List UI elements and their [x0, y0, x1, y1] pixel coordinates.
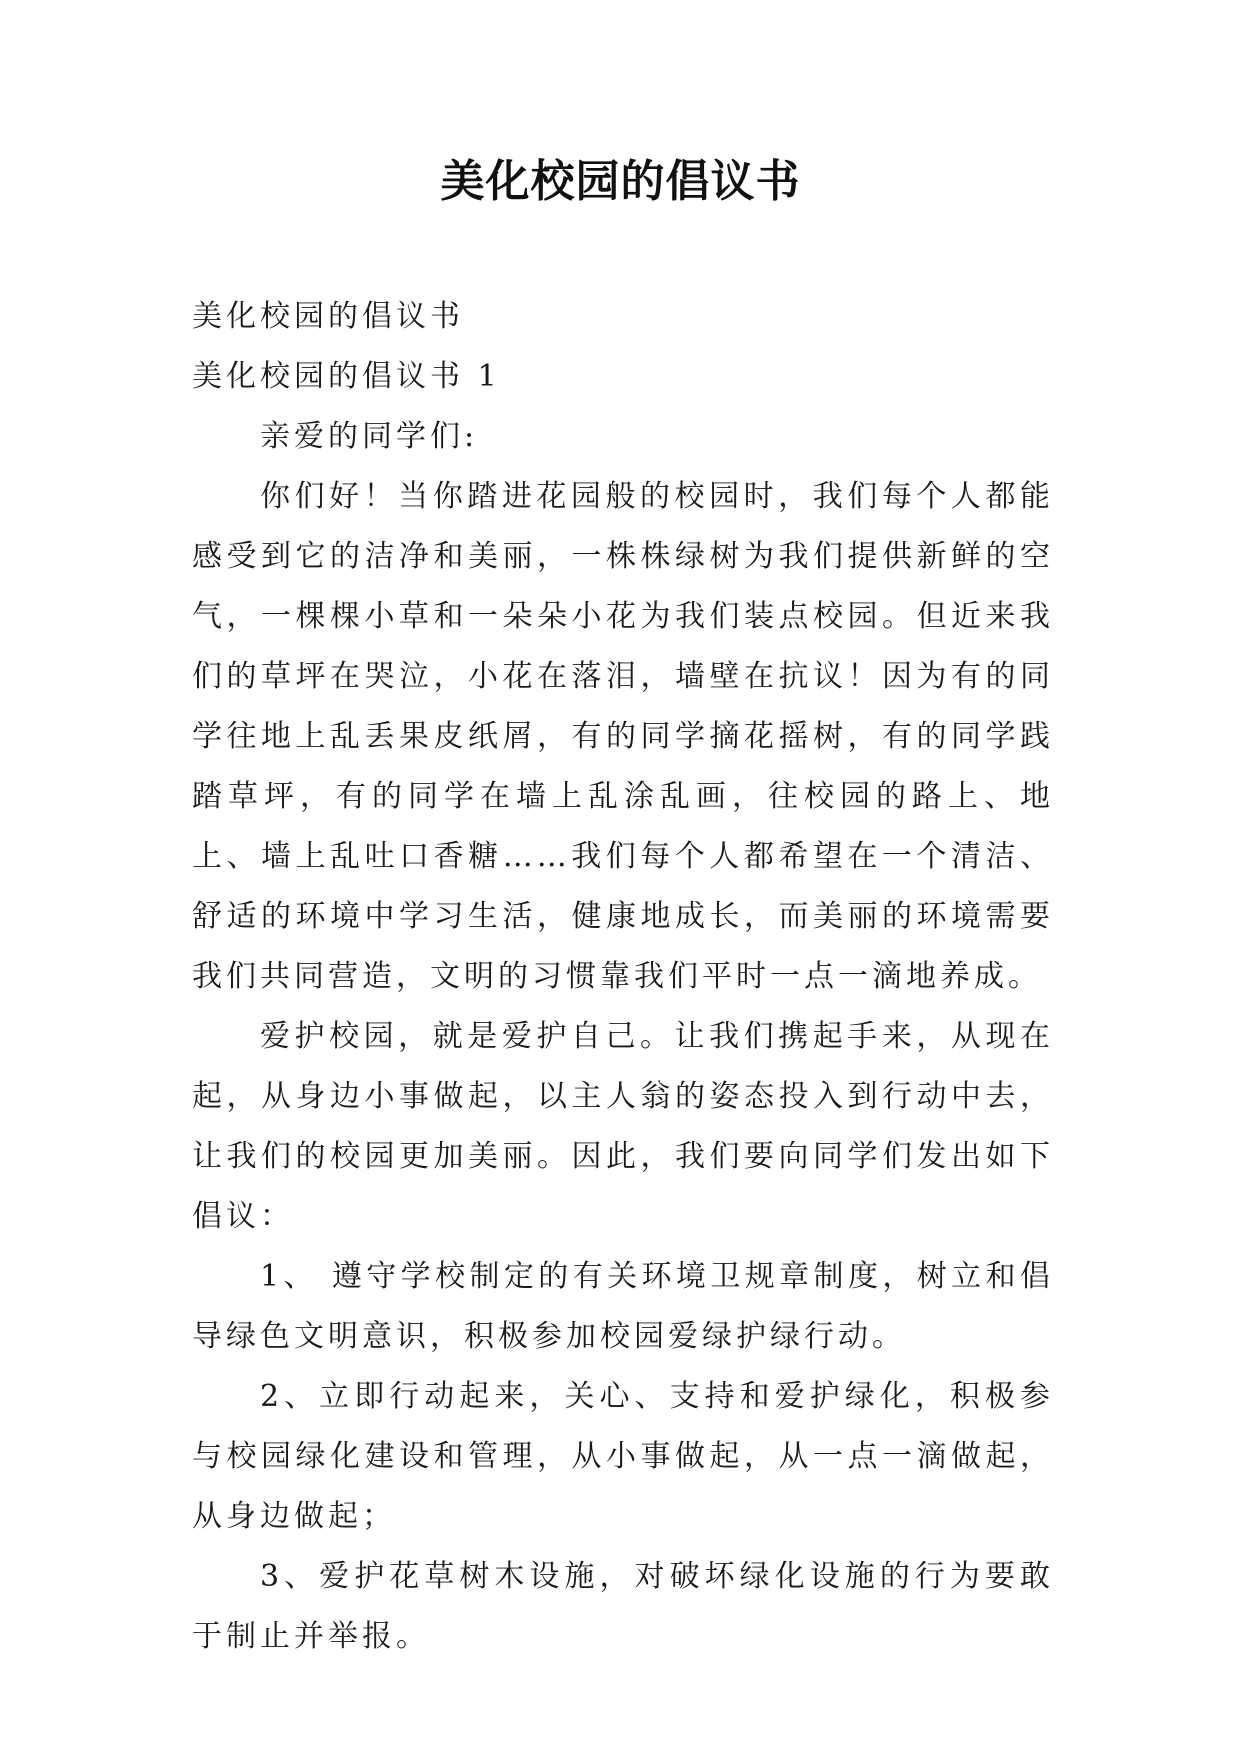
document-title: 美化校园的倡议书 [440, 156, 801, 207]
proposal-item-2: 2、立即行动起来，关心、支持和爱护绿化，积极参与校园绿化建设和管理，从小事做起，从一点一滴做起，从身边做起； [192, 1379, 1054, 1534]
proposal-item-1: 1、 遵守学校制定的有关环境卫规章制度，树立和倡导绿色文明意识，积极参加校园爱绿护绿行动。 [192, 1259, 1054, 1354]
paragraph-call-to-action: 爱护校园，就是爱护自己。让我们携起手来，从现在起，从身边小事做起，以主人翁的姿态投入到行动中去，让我们的校园更加美丽。因此，我们要向同学们发出如下倡议： [192, 1019, 1054, 1234]
proposal-item-3: 3、爱护花草树木设施，对破坏绿化设施的行为要敢于制止并举报。 [192, 1559, 1054, 1654]
paragraph-greeting: 你们好！当你踏进花园般的校园时，我们每个人都能感受到它的洁净和美丽，一株株绿树为我们提供新鲜的空气，一棵棵小草和一朵朵小花为我们装点校园。但近来我们的草坪在哭泣，小花在落泪，墙壁在抗议！因为有的同学往地上乱丢果皮纸屑，有的同学摘花摇树，有的同学践踏草坪，有的同学在墙上乱涂乱画，往校园的路上、地上、墙上乱吐口香糖……我们每个人都希望在一个清洁、舒适的环境中学习生活，健康地成长，而美丽的环境需要我们共同营造，文明的习惯靠我们平时一点一滴地养成。 [192, 479, 1054, 994]
heading-line-2: 美化校园的倡议书 1 [192, 359, 501, 394]
salutation: 亲爱的同学们: [260, 419, 479, 454]
heading-line-1: 美化校园的倡议书 [192, 299, 464, 334]
document-body [192, 287, 1054, 1667]
